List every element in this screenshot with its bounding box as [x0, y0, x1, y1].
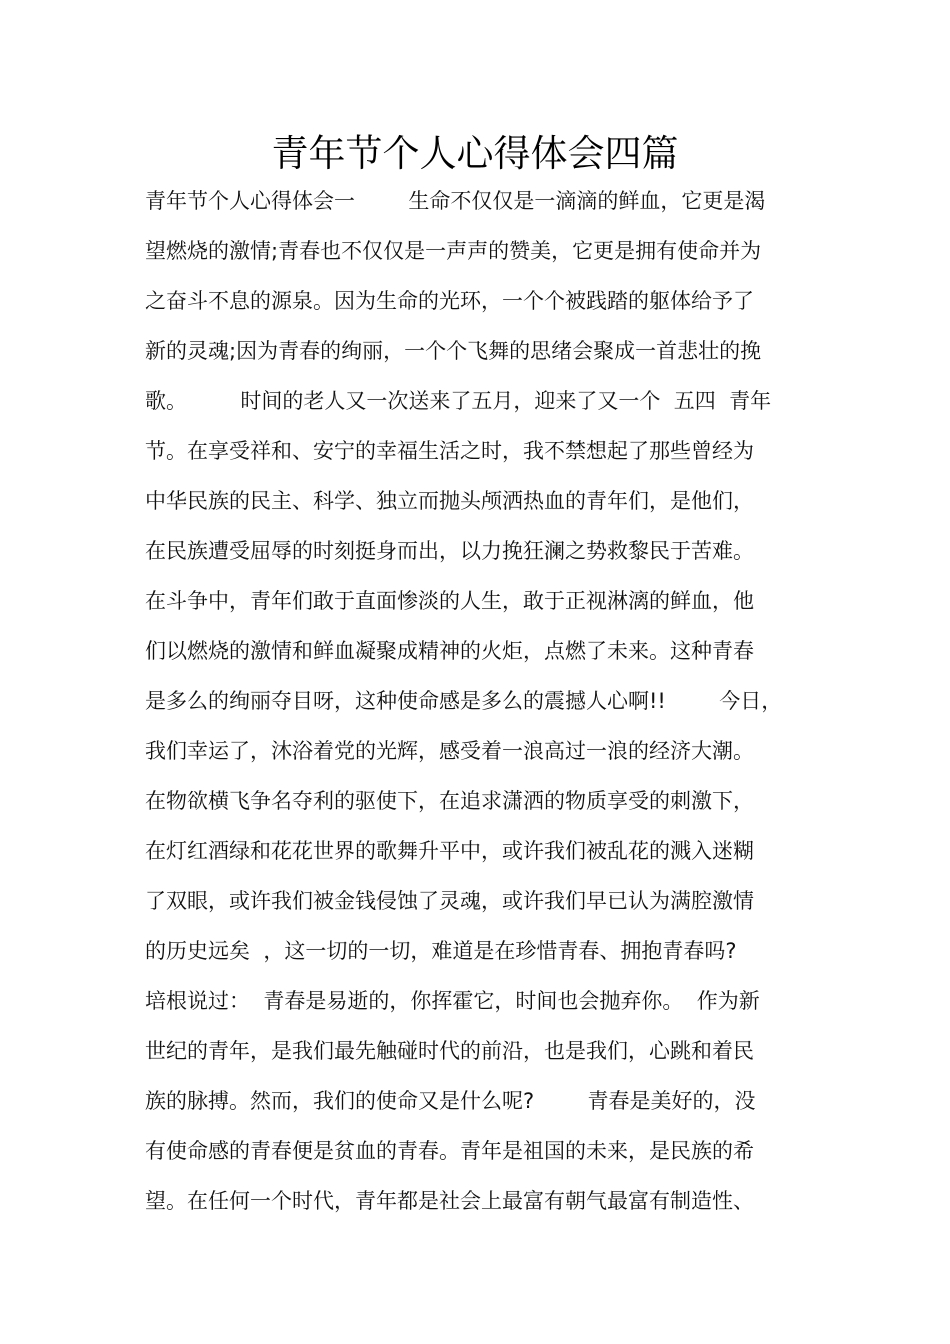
body-line: 了双眼，或许我们被金钱侵蚀了灵魂，或许我们早已认为满腔激情 [145, 889, 754, 913]
body-line: 望燃烧的激情;青春也不仅仅是一声声的赞美，它更是拥有使命并为 [145, 239, 762, 263]
body-line: 族的脉搏。然而，我们的使命又是什么呢? 青春是美好的，没 [145, 1089, 756, 1113]
body-line: 新的灵魂;因为青春的绚丽，一个个飞舞的思绪会聚成一首悲壮的挽 [145, 339, 762, 363]
body-line: 中华民族的民主、科学、独立而抛头颅洒热血的青年们，是他们， [145, 489, 754, 513]
body-line: 节。在享受祥和、安宁的幸福生活之时，我不禁想起了那些曾经为 [145, 439, 754, 463]
body-line: 望。在任何一个时代，青年都是社会上最富有朝气最富有制造性、 [145, 1189, 754, 1213]
body-line: 在物欲横飞争名夺利的驱使下，在追求潇洒的物质享受的刺激下， [145, 789, 754, 813]
body-line: 在民族遭受屈辱的时刻挺身而出，以力挽狂澜之势救黎民于苦难。 [145, 539, 754, 563]
body-line: 青年节个人心得体会一 生命不仅仅是一滴滴的鲜血，它更是渴 [145, 189, 766, 213]
body-line: 在灯红酒绿和花花世界的歌舞升平中，或许我们被乱花的溅入迷糊 [145, 839, 754, 863]
body-line: 我们幸运了，沐浴着党的光辉，感受着一浪高过一浪的经济大潮。 [145, 739, 754, 763]
body-line: 的历史远矣 ，这一切的一切，难道是在珍惜青春、拥抱青春吗? [145, 939, 737, 963]
document-title: 青年节个人心得体会四篇 [271, 132, 679, 175]
body-line: 们以燃烧的激情和鲜血凝聚成精神的火炬，点燃了未来。这种青春 [145, 639, 754, 663]
body-line: 是多么的绚丽夺目呀，这种使命感是多么的震撼人心啊!! 今日， [145, 689, 783, 713]
body-line: 培根说过： 青春是易逝的，你挥霍它，时间也会抛弃你。 作为新 [145, 989, 760, 1013]
document-body [145, 176, 825, 1226]
body-line: 之奋斗不息的源泉。因为生命的光环，一个个被践踏的躯体给予了 [145, 289, 754, 313]
body-line: 在斗争中，青年们敢于直面惨淡的人生，敢于正视淋漓的鲜血，他 [145, 589, 754, 613]
body-line: 世纪的青年，是我们最先触碰时代的前沿，也是我们，心跳和着民 [145, 1039, 754, 1063]
body-line: 歌。 时间的老人又一次送来了五月，迎来了又一个 五四 青年 [145, 389, 772, 413]
body-line: 有使命感的青春便是贫血的青春。青年是祖国的未来，是民族的希 [145, 1139, 754, 1163]
